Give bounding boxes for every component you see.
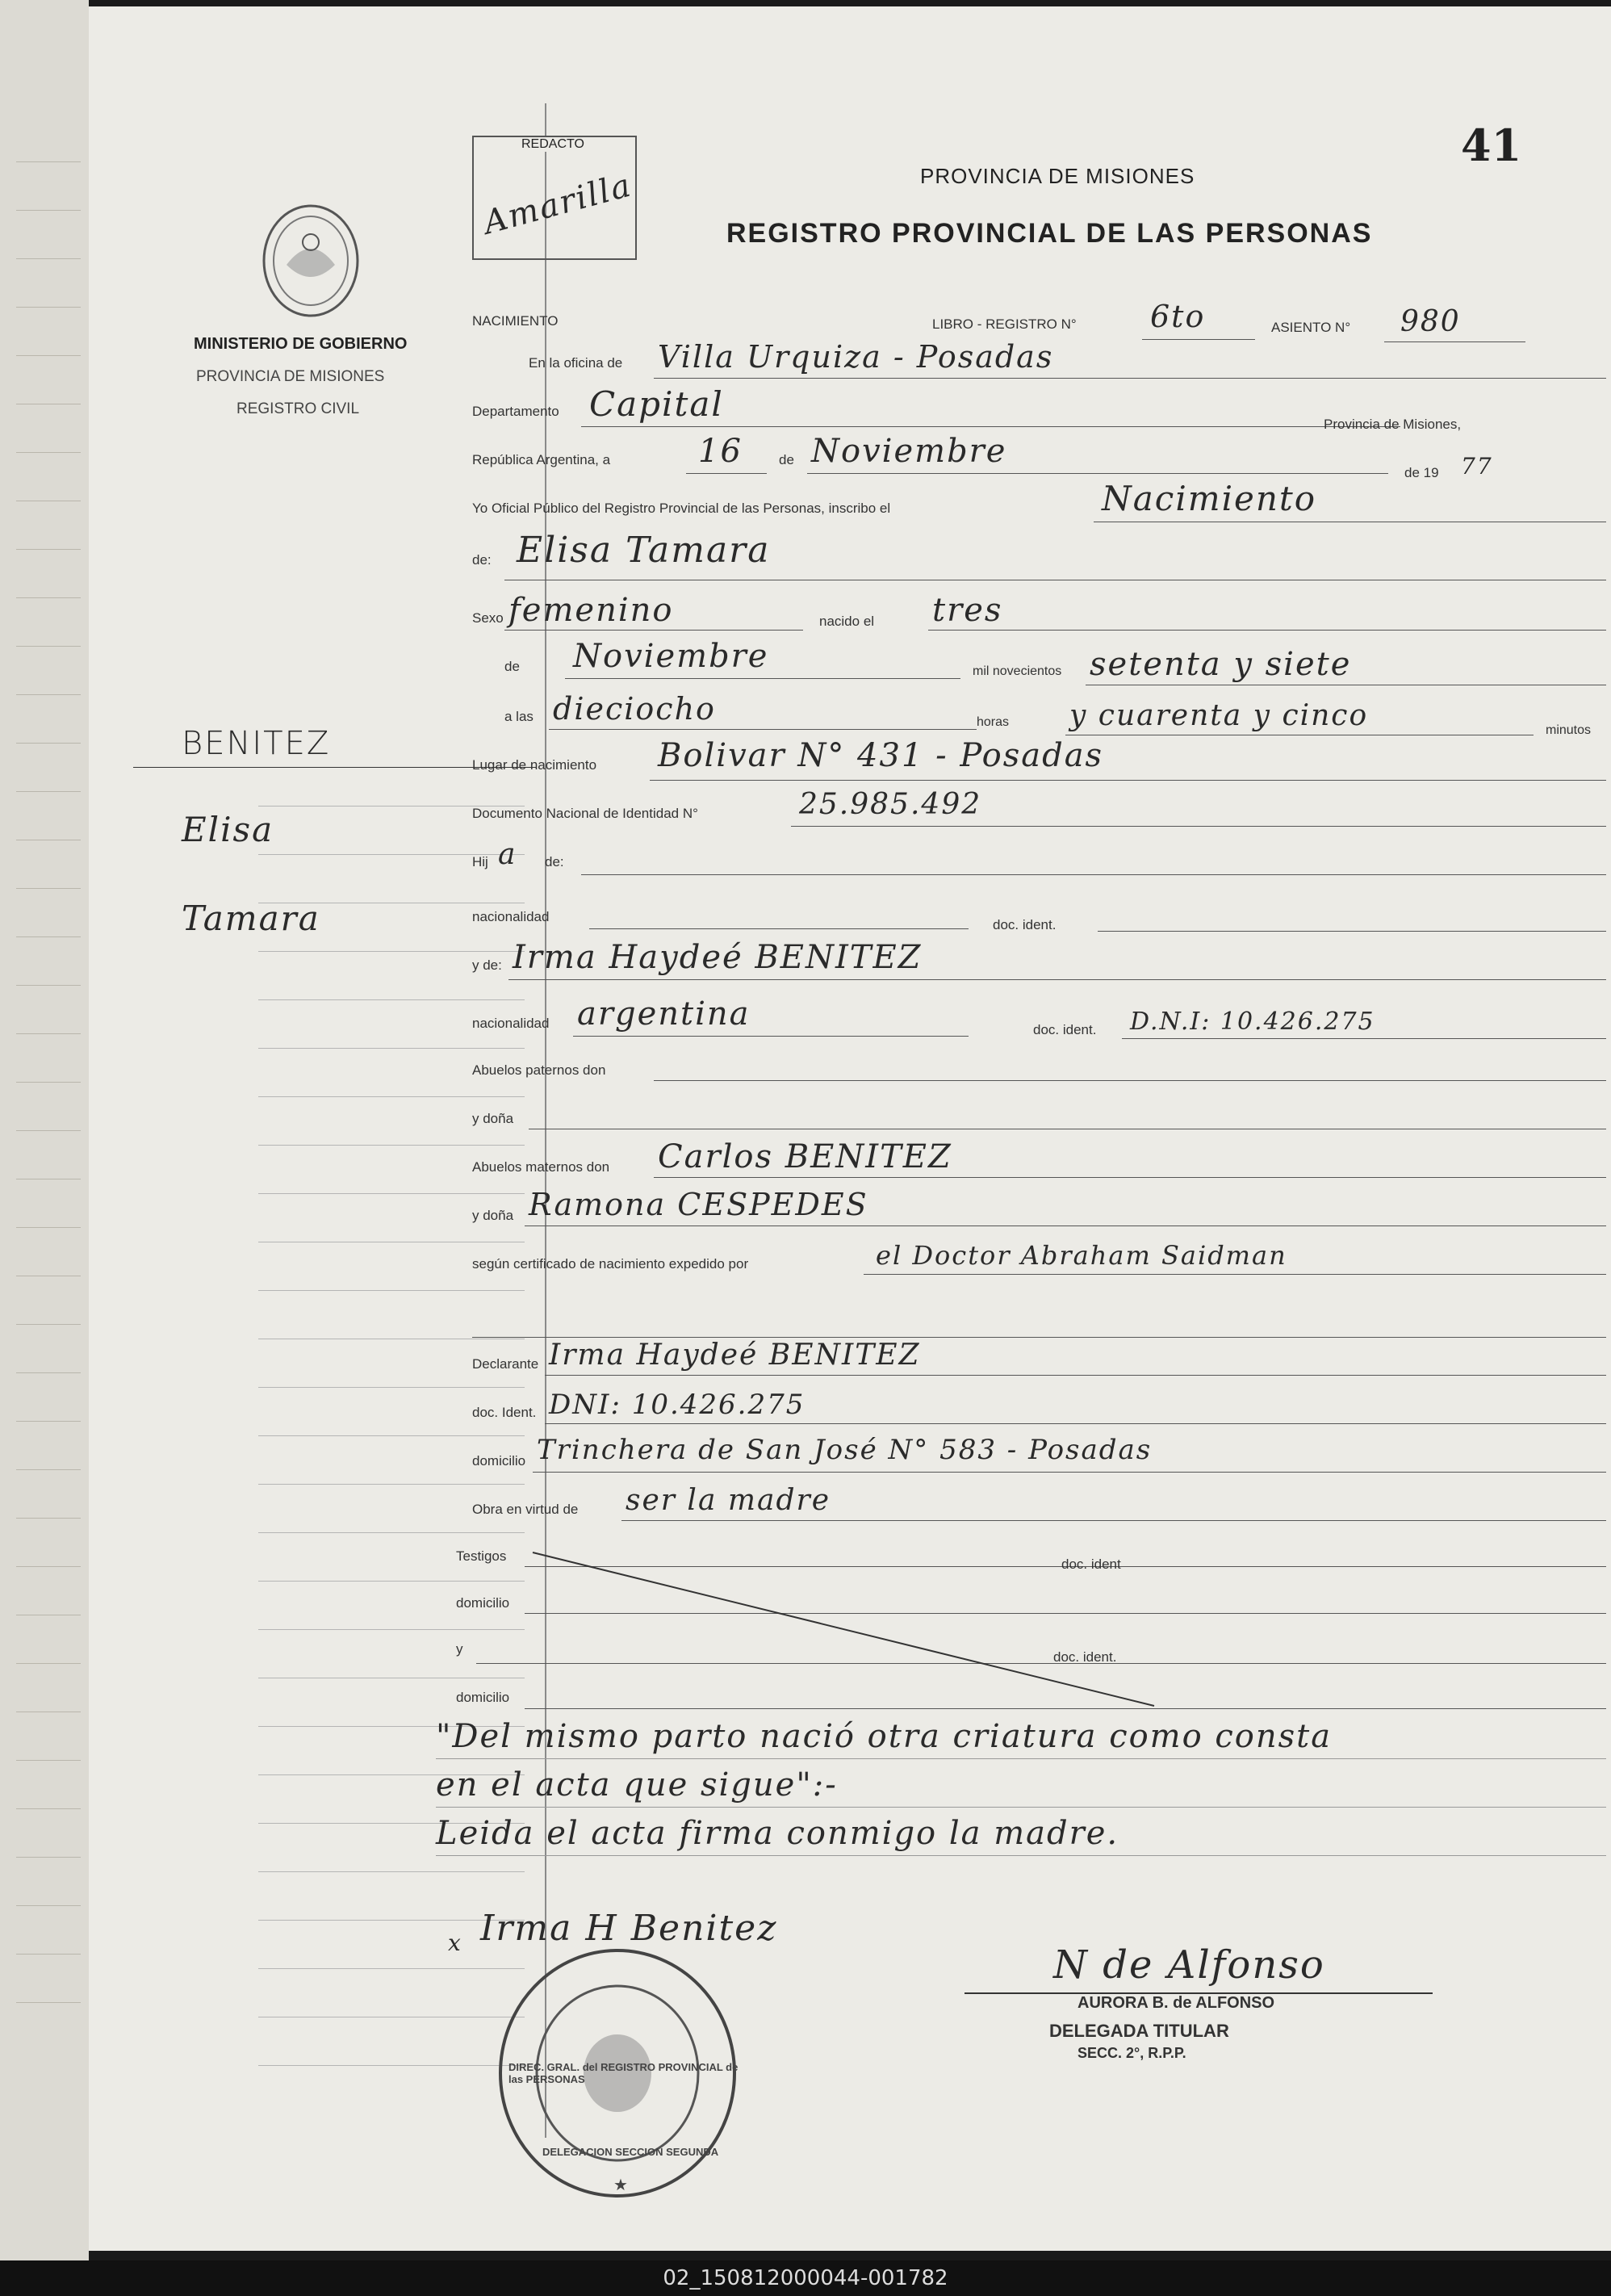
value-nacionalidad2: argentina: [577, 995, 751, 1033]
round-stamp: [492, 1944, 743, 2202]
label-provincia-suffix: Provincia de Misiones,: [1324, 417, 1462, 432]
header-registry: REGISTRO PROVINCIAL DE LAS PERSONAS: [726, 218, 1373, 249]
label-y-testigo: y: [456, 1641, 463, 1657]
label-docident1: doc. ident.: [993, 917, 1057, 932]
stamp-outer-text: DIREC. GRAL. del REGISTRO PROVINCIAL de las PERSONAS: [508, 2061, 739, 2085]
label-abuelos-paternos: Abuelos paternos don: [472, 1062, 606, 1078]
label-nacionalidad1: nacionalidad: [472, 909, 550, 924]
label-testigos: Testigos: [456, 1548, 507, 1564]
value-asiento: 980: [1400, 305, 1461, 338]
redacto-label: REDACTO: [518, 137, 588, 152]
strike-line: [525, 1544, 1170, 1722]
label-nacido: nacido el: [819, 614, 875, 629]
label-minutos: minutos: [1546, 723, 1592, 737]
value-anio: 77: [1461, 453, 1493, 480]
value-mes: Noviembre: [811, 433, 1007, 470]
redacto-box: [472, 136, 637, 260]
margin-second-name: Tamara: [182, 899, 320, 938]
label-domicilio2: domicilio: [456, 1595, 510, 1611]
official-name: AURORA B. de ALFONSO: [1077, 1994, 1275, 2012]
label-declarante: Declarante: [472, 1356, 539, 1372]
register-page: [89, 6, 1611, 2251]
label-docident5: doc. ident.: [1053, 1649, 1117, 1665]
label-domicilio3: domicilio: [456, 1690, 510, 1705]
label-oficial: Yo Oficial Público del Registro Provincial de las Personas, inscribo el: [472, 501, 891, 516]
value-docident3: DNI: 10.426.275: [549, 1389, 806, 1421]
margin-first-name: Elisa: [182, 810, 274, 849]
label-asiento: ASIENTO N°: [1271, 320, 1351, 335]
label-departamento: Departamento: [472, 404, 559, 419]
value-dni: 25.985.492: [799, 788, 982, 821]
label-lugar: Lugar de nacimiento: [472, 757, 597, 773]
label-domicilio: domicilio: [472, 1453, 526, 1469]
label-obra: Obra en virtud de: [472, 1502, 579, 1517]
page-number: 41: [1461, 119, 1522, 171]
value-dia: 16: [698, 433, 743, 470]
value-abuelo-materno: Carlos BENITEZ: [658, 1138, 952, 1175]
label-y-dona-paterna: y doña: [472, 1111, 514, 1126]
label-de-mes: de: [779, 452, 794, 467]
value-madre: Irma Haydeé BENITEZ: [513, 939, 923, 976]
value-domicilio: Trinchera de San José N° 583 - Posadas: [537, 1434, 1153, 1466]
label-horas: horas: [977, 715, 1010, 729]
label-nacionalidad2: nacionalidad: [472, 1016, 550, 1031]
note-line1: "Del mismo parto nació otra criatura como consta: [436, 1718, 1333, 1755]
redacto-signature: Amarilla: [479, 166, 636, 242]
label-dni: Documento Nacional de Identidad N°: [472, 806, 698, 821]
label-docident4: doc. ident: [1061, 1557, 1121, 1572]
official-signature: N de Alfonso: [1053, 1942, 1325, 1988]
label-y-dona-materna: y doña: [472, 1208, 514, 1223]
value-mes2: Noviembre: [573, 638, 769, 675]
stamp-inner-text: DELEGACION SECCION SEGUNDA: [542, 2146, 719, 2158]
label-oficina: En la oficina de: [529, 355, 623, 371]
value-oficial: Nacimiento: [1102, 479, 1317, 518]
adjacent-page: [0, 0, 89, 2260]
value-hijo-suffix: a: [498, 838, 517, 871]
mother-mark: x: [448, 1929, 462, 1956]
note-line2: en el acta que sigue":-: [436, 1766, 838, 1804]
label-alas: a las: [504, 709, 534, 724]
official-section: SECC. 2°, R.P.P.: [1077, 2045, 1186, 2061]
label-de-nombre: de:: [472, 552, 492, 568]
value-abuela-materna: Ramona CESPEDES: [529, 1187, 868, 1222]
label-mil: mil novecientos: [973, 664, 1062, 678]
value-declarante: Irma Haydeé BENITEZ: [549, 1339, 921, 1372]
label-nacimiento: NACIMIENTO: [472, 313, 559, 329]
value-nacido: tres: [932, 592, 1003, 629]
header-province: PROVINCIA DE MISIONES: [920, 164, 1195, 188]
note-line3: Leida el acta firma conmigo la madre.: [436, 1815, 1119, 1852]
label-hijo-de: de:: [545, 854, 564, 869]
label-abuelos-maternos: Abuelos maternos don: [472, 1159, 610, 1175]
ministry-civil: REGISTRO CIVIL: [236, 400, 360, 417]
value-anio-words: setenta y siete: [1090, 646, 1352, 683]
label-sexo: Sexo: [472, 610, 504, 626]
official-title: DELEGADA TITULAR: [1049, 2021, 1229, 2041]
label-hijo: Hij: [472, 854, 488, 869]
value-docident2: D.N.I: 10.426.275: [1130, 1008, 1375, 1036]
value-nombre: Elisa Tamara: [517, 530, 771, 571]
mother-signature: Irma H Benitez: [480, 1908, 778, 1949]
value-sexo: femenino: [508, 592, 674, 629]
value-departamento: Capital: [589, 384, 724, 424]
label-y-de: y de:: [472, 957, 502, 973]
value-libro: 6to: [1150, 299, 1206, 334]
label-libro: LIBRO - REGISTRO N°: [932, 316, 1077, 332]
ministry-province: PROVINCIA DE MISIONES: [196, 368, 385, 385]
label-docident3: doc. Ident.: [472, 1405, 537, 1420]
label-republica: República Argentina, a: [472, 452, 611, 467]
label-certificado: según certificado de nacimiento expedido por: [472, 1256, 749, 1272]
margin-surname: BENITEZ: [182, 725, 331, 762]
value-obra: ser la madre: [626, 1484, 831, 1517]
value-lugar: Bolivar N° 431 - Posadas: [658, 737, 1104, 774]
value-oficina: Villa Urquiza - Posadas: [658, 339, 1054, 375]
value-minutos: y cuarenta y cinco: [1069, 699, 1369, 732]
svg-text:★: ★: [613, 2177, 628, 2194]
footer-id: 02_150812000044-001782: [0, 2260, 1611, 2296]
province-seal: [250, 200, 371, 321]
value-certificado: el Doctor Abraham Saidman: [876, 1240, 1287, 1271]
label-de-mes2: de: [504, 659, 520, 674]
label-anio: de 19: [1404, 465, 1439, 480]
value-hora: dieciocho: [553, 691, 716, 727]
label-docident2: doc. ident.: [1033, 1022, 1097, 1037]
ministry-title: MINISTERIO DE GOBIERNO: [194, 335, 408, 353]
